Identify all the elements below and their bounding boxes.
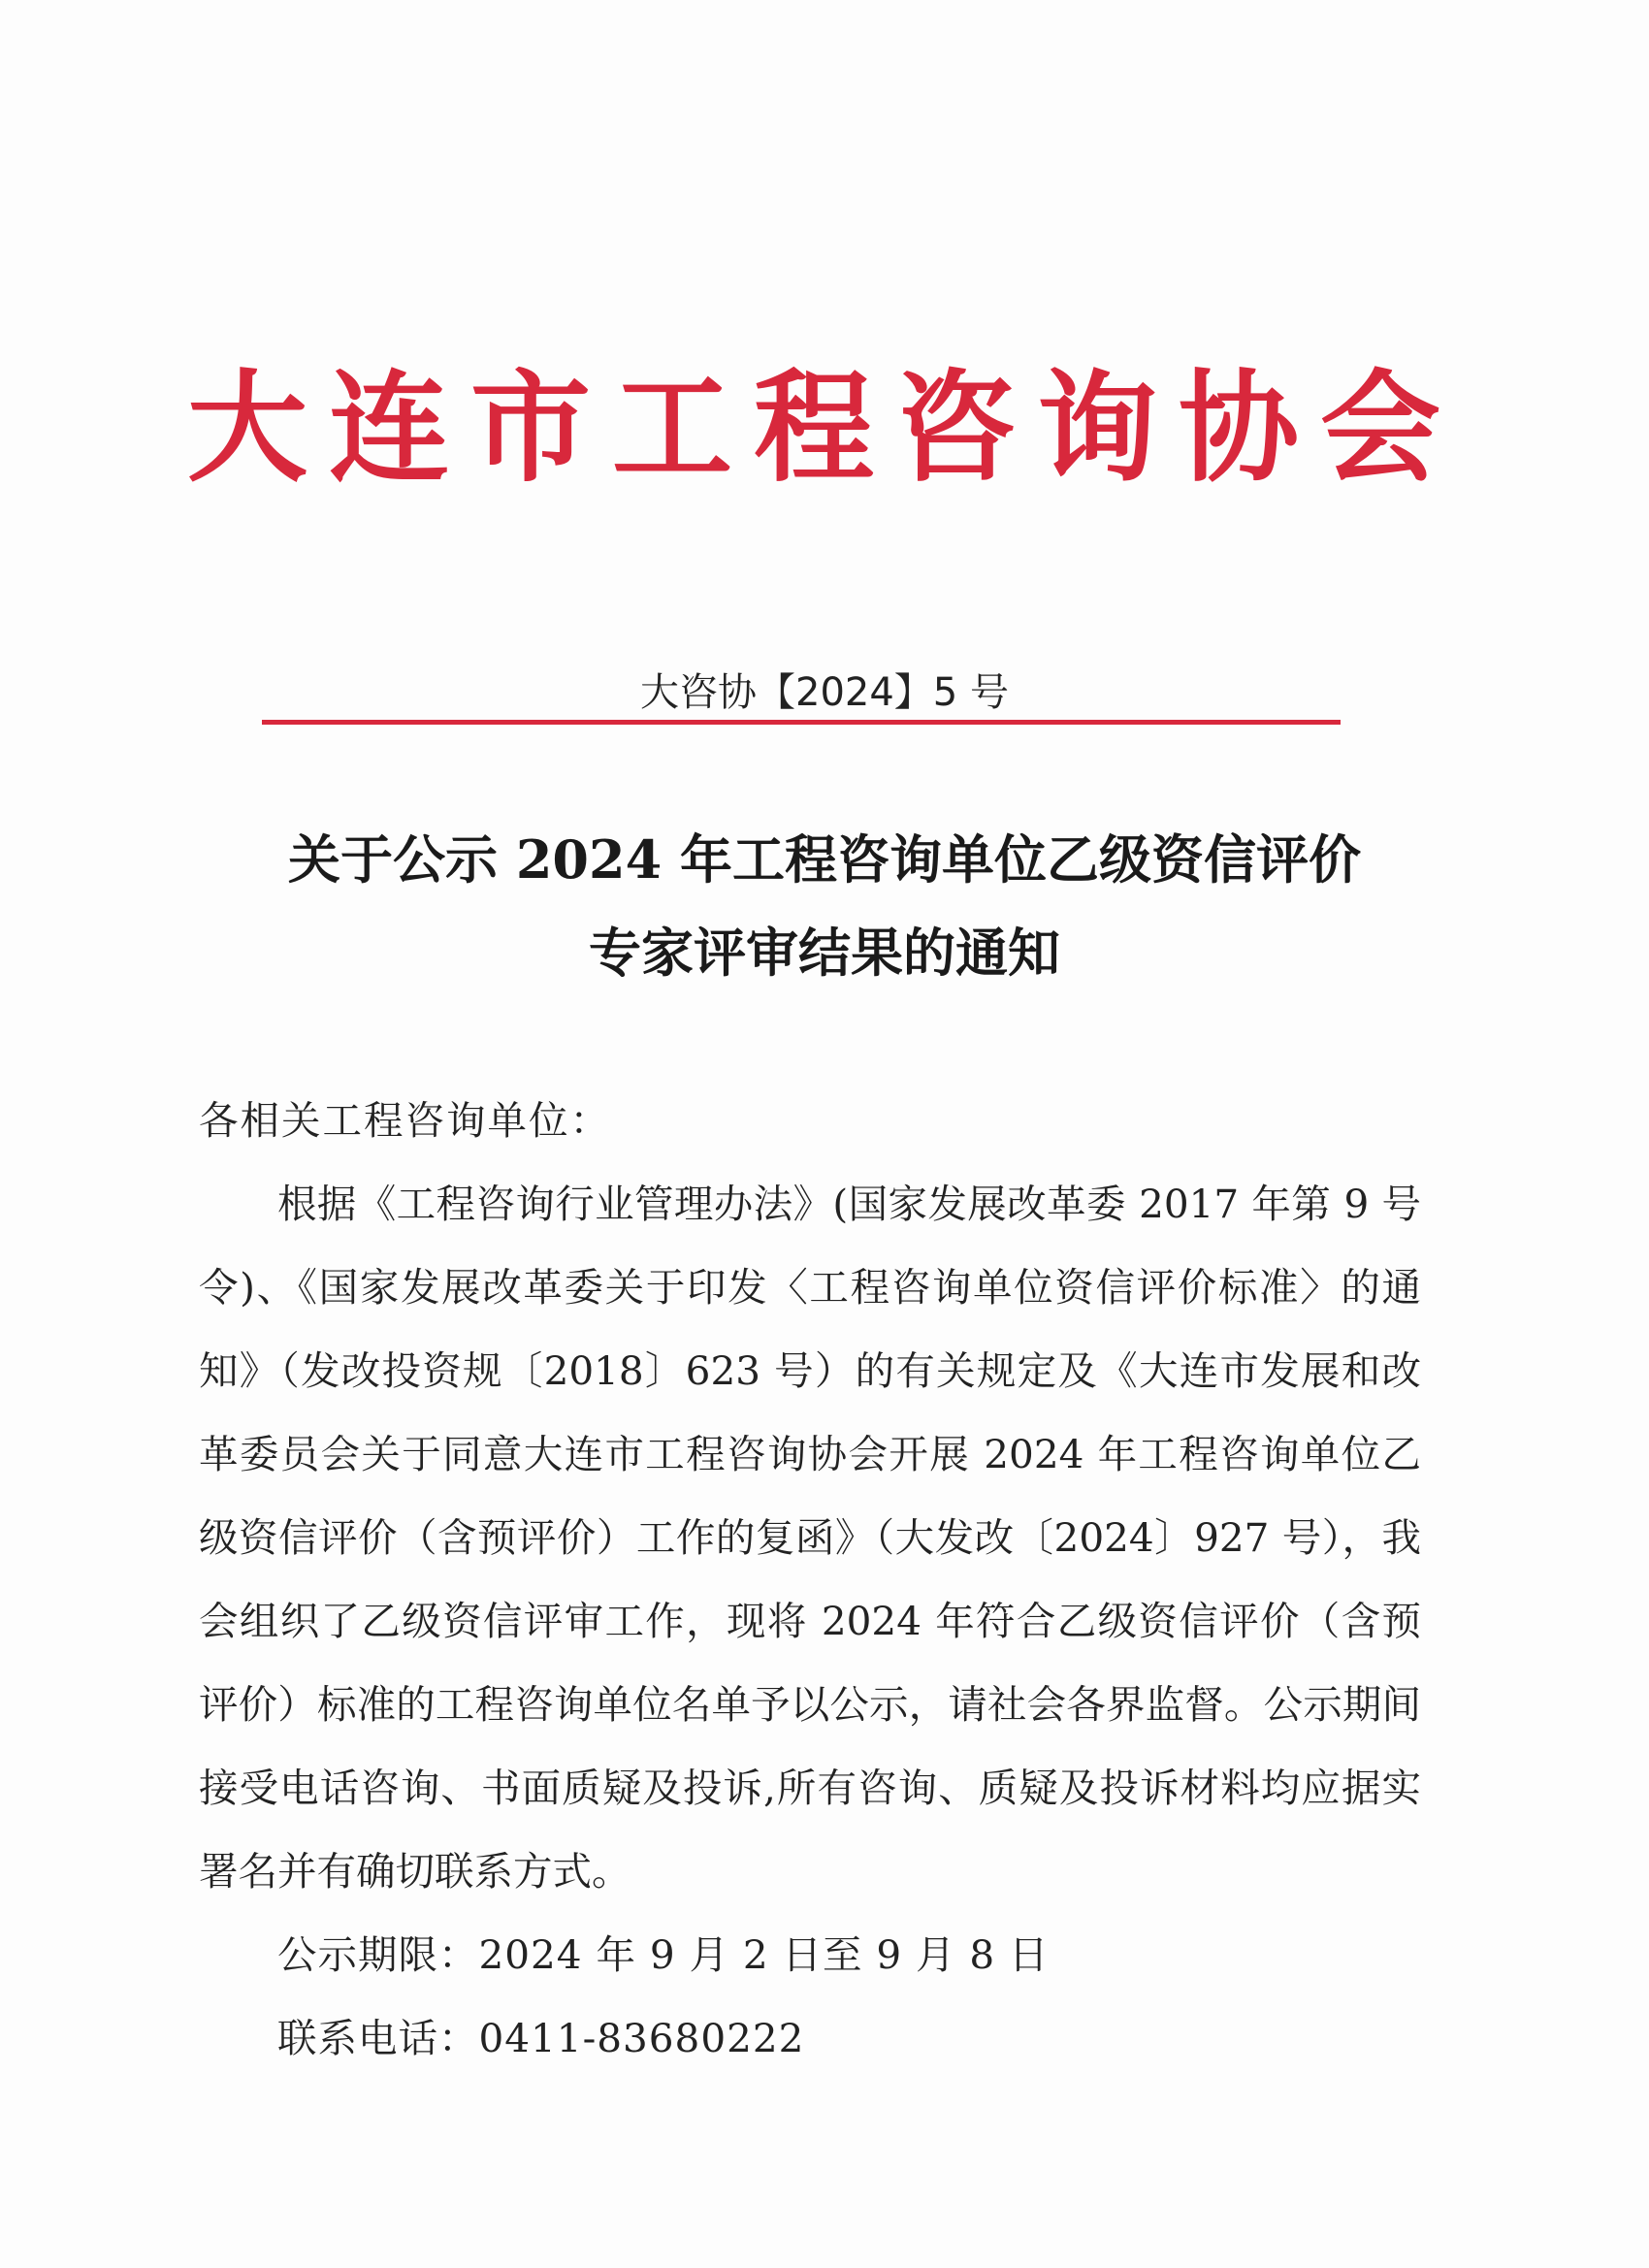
notice-body [199, 1079, 1421, 2080]
contact-phone [199, 1996, 1421, 2080]
contact-phone-label: 联系电话： [277, 2015, 479, 2061]
document-number: 大咨协【2024】5 号 [640, 670, 1009, 715]
org-letterhead-title: 大连市工程咨询协会 [186, 359, 1462, 499]
publicity-period [199, 1913, 1421, 1996]
contact-phone-value: 0411-83680222 [478, 2015, 805, 2061]
publicity-period-label: 公示期限： [277, 1931, 479, 1978]
body-paragraph: 根据《工程咨询行业管理办法》(国家发展改革委 2017 年第 9 号令)、《国家发展改革委关于印发〈工程咨询单位资信评价标准〉的通知》（发改投资规〔2018〕623 号）的有关规定及《大连市发展和改革委员会关于同意大连市工程咨询协会开展 2024 年工程咨询单位乙级资信评价（含预评价）工作的复函》（大发改〔2024〕927 号），我会组织了乙级资信评审工作，现将 2024 年符合乙级资信评价（含预评价）标准的工程咨询单位名单予以公示，请社会各界监督。公示期间接受电话咨询、书面质疑及投诉,所有咨询、质疑及投诉材料均应据实署名并有确切联系方式。 [199, 1181, 1421, 1895]
notice-title [0, 813, 1649, 999]
notice-title-line-2: 专家评审结果的通知 [589, 922, 1060, 984]
notice-title-line-1: 关于公示 2024 年工程咨询单位乙级资信评价 [288, 828, 1361, 891]
salutation: 各相关工程咨询单位： [199, 1097, 611, 1144]
red-divider [262, 720, 1341, 725]
publicity-period-value: 2024 年 9 月 2 日至 9 月 8 日 [478, 1931, 1050, 1978]
